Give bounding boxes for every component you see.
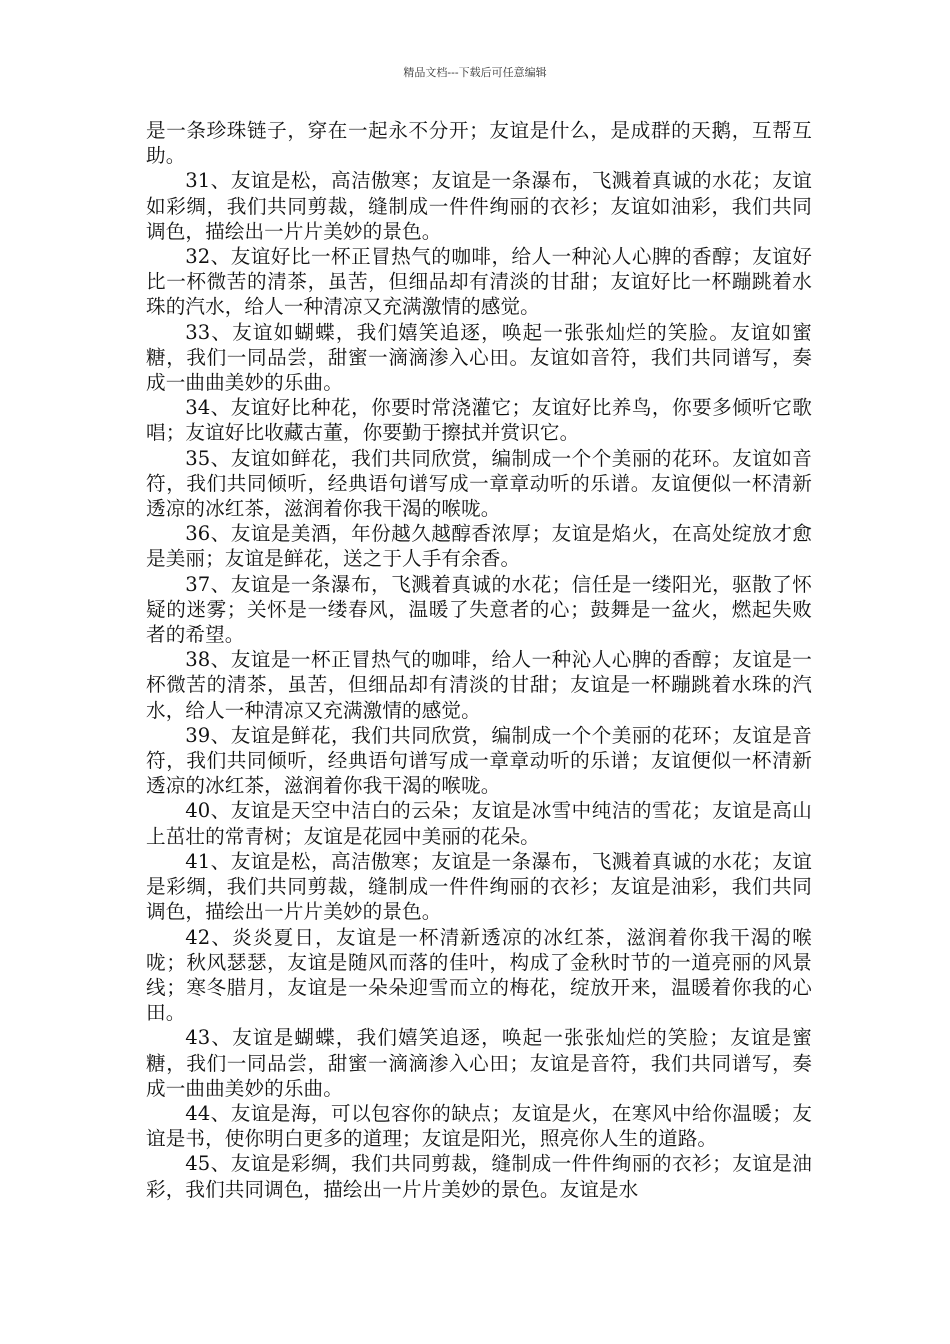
paragraph-42: 42、炎炎夏日，友谊是一杯清新透凉的冰红茶，滋润着你我干渴的喉咙；秋风瑟瑟，友谊是随风而落的佳叶，构成了金秋时节的一道亮丽的风景线；寒冬腊月，友谊是一朵朵迎雪而立的梅花，绽放开来，温暖着你我的心田。 [146, 925, 812, 1025]
paragraph-32: 32、友谊好比一杯正冒热气的咖啡，给人一种沁人心脾的香醇；友谊好比一杯微苦的清茶，虽苦，但细品却有清淡的甘甜；友谊好比一杯蹦跳着水珠的汽水，给人一种清凉又充满激情的感觉。 [146, 245, 812, 319]
paragraph-40: 40、友谊是天空中洁白的云朵；友谊是冰雪中纯洁的雪花；友谊是高山上茁壮的常青树；友谊是花园中美丽的花朵。 [146, 799, 812, 848]
paragraph-43: 43、友谊是蝴蝶，我们嬉笑追逐，唤起一张张灿烂的笑脸；友谊是蜜糖，我们一同品尝，甜蜜一滴滴渗入心田；友谊是音符，我们共同谱写，奏成一曲曲美妙的乐曲。 [146, 1026, 812, 1100]
paragraph-44: 44、友谊是海，可以包容你的缺点；友谊是火，在寒风中给你温暖；友谊是书，使你明白更多的道理；友谊是阳光，照亮你人生的道路。 [146, 1101, 812, 1151]
document-body [146, 118, 812, 1202]
paragraph-45: 45、友谊是彩绸，我们共同剪裁，缝制成一件件绚丽的衣衫；友谊是油彩，我们共同调色，描绘出一片片美妙的景色。友谊是水 [146, 1152, 812, 1201]
paragraph-31: 31、友谊是松，高洁傲寒；友谊是一条瀑布，飞溅着真诚的水花；友谊如彩绸，我们共同剪裁，缝制成一件件绚丽的衣衫；友谊如油彩，我们共同调色，描绘出一片片美妙的景色。 [146, 169, 812, 243]
page-header: 精品文档---下载后可任意编辑 [403, 66, 547, 79]
paragraph-36: 36、友谊是美酒，年份越久越醇香浓厚；友谊是焰火，在高处绽放才愈是美丽；友谊是鲜花，送之于人手有余香。 [146, 522, 812, 571]
paragraph-34: 34、友谊好比种花，你要时常浇灌它；友谊好比养鸟，你要多倾听它歌唱；友谊好比收藏古董，你要勤于擦拭并赏识它。 [146, 396, 812, 445]
paragraph-33: 33、友谊如蝴蝶，我们嬉笑追逐，唤起一张张灿烂的笑脸。友谊如蜜糖，我们一同品尝，甜蜜一滴滴渗入心田。友谊如音符，我们共同谱写，奏成一曲曲美妙的乐曲。 [146, 320, 812, 395]
paragraph-continuation: 是一条珍珠链子，穿在一起永不分开；友谊是什么，是成群的天鹅，互帮互助。 [146, 119, 812, 168]
paragraph-35: 35、友谊如鲜花，我们共同欣赏，编制成一个个美丽的花环。友谊如音符，我们共同倾听，经典语句谱写成一章章动听的乐谱。友谊便似一杯清新透凉的冰红茶，滋润着你我干渴的喉咙。 [146, 446, 812, 521]
paragraph-39: 39、友谊是鲜花，我们共同欣赏，编制成一个个美丽的花环；友谊是音符，我们共同倾听，经典语句谱写成一章章动听的乐谱；友谊便似一杯清新透凉的冰红茶，滋润着你我干渴的喉咙。 [146, 723, 812, 798]
paragraph-37: 37、友谊是一条瀑布，飞溅着真诚的水花；信任是一缕阳光，驱散了怀疑的迷雾；关怀是一缕春风，温暖了失意者的心；鼓舞是一盆火，燃起失败者的希望。 [146, 572, 812, 647]
paragraph-41: 41、友谊是松，高洁傲寒；友谊是一条瀑布，飞溅着真诚的水花；友谊是彩绸，我们共同剪裁，缝制成一件件绚丽的衣衫；友谊是油彩，我们共同调色，描绘出一片片美妙的景色。 [146, 849, 812, 924]
paragraph-38: 38、友谊是一杯正冒热气的咖啡，给人一种沁人心脾的香醇；友谊是一杯微苦的清茶，虽苦，但细品却有清淡的甘甜；友谊是一杯蹦跳着水珠的汽水，给人一种清凉又充满激情的感觉。 [146, 648, 812, 722]
